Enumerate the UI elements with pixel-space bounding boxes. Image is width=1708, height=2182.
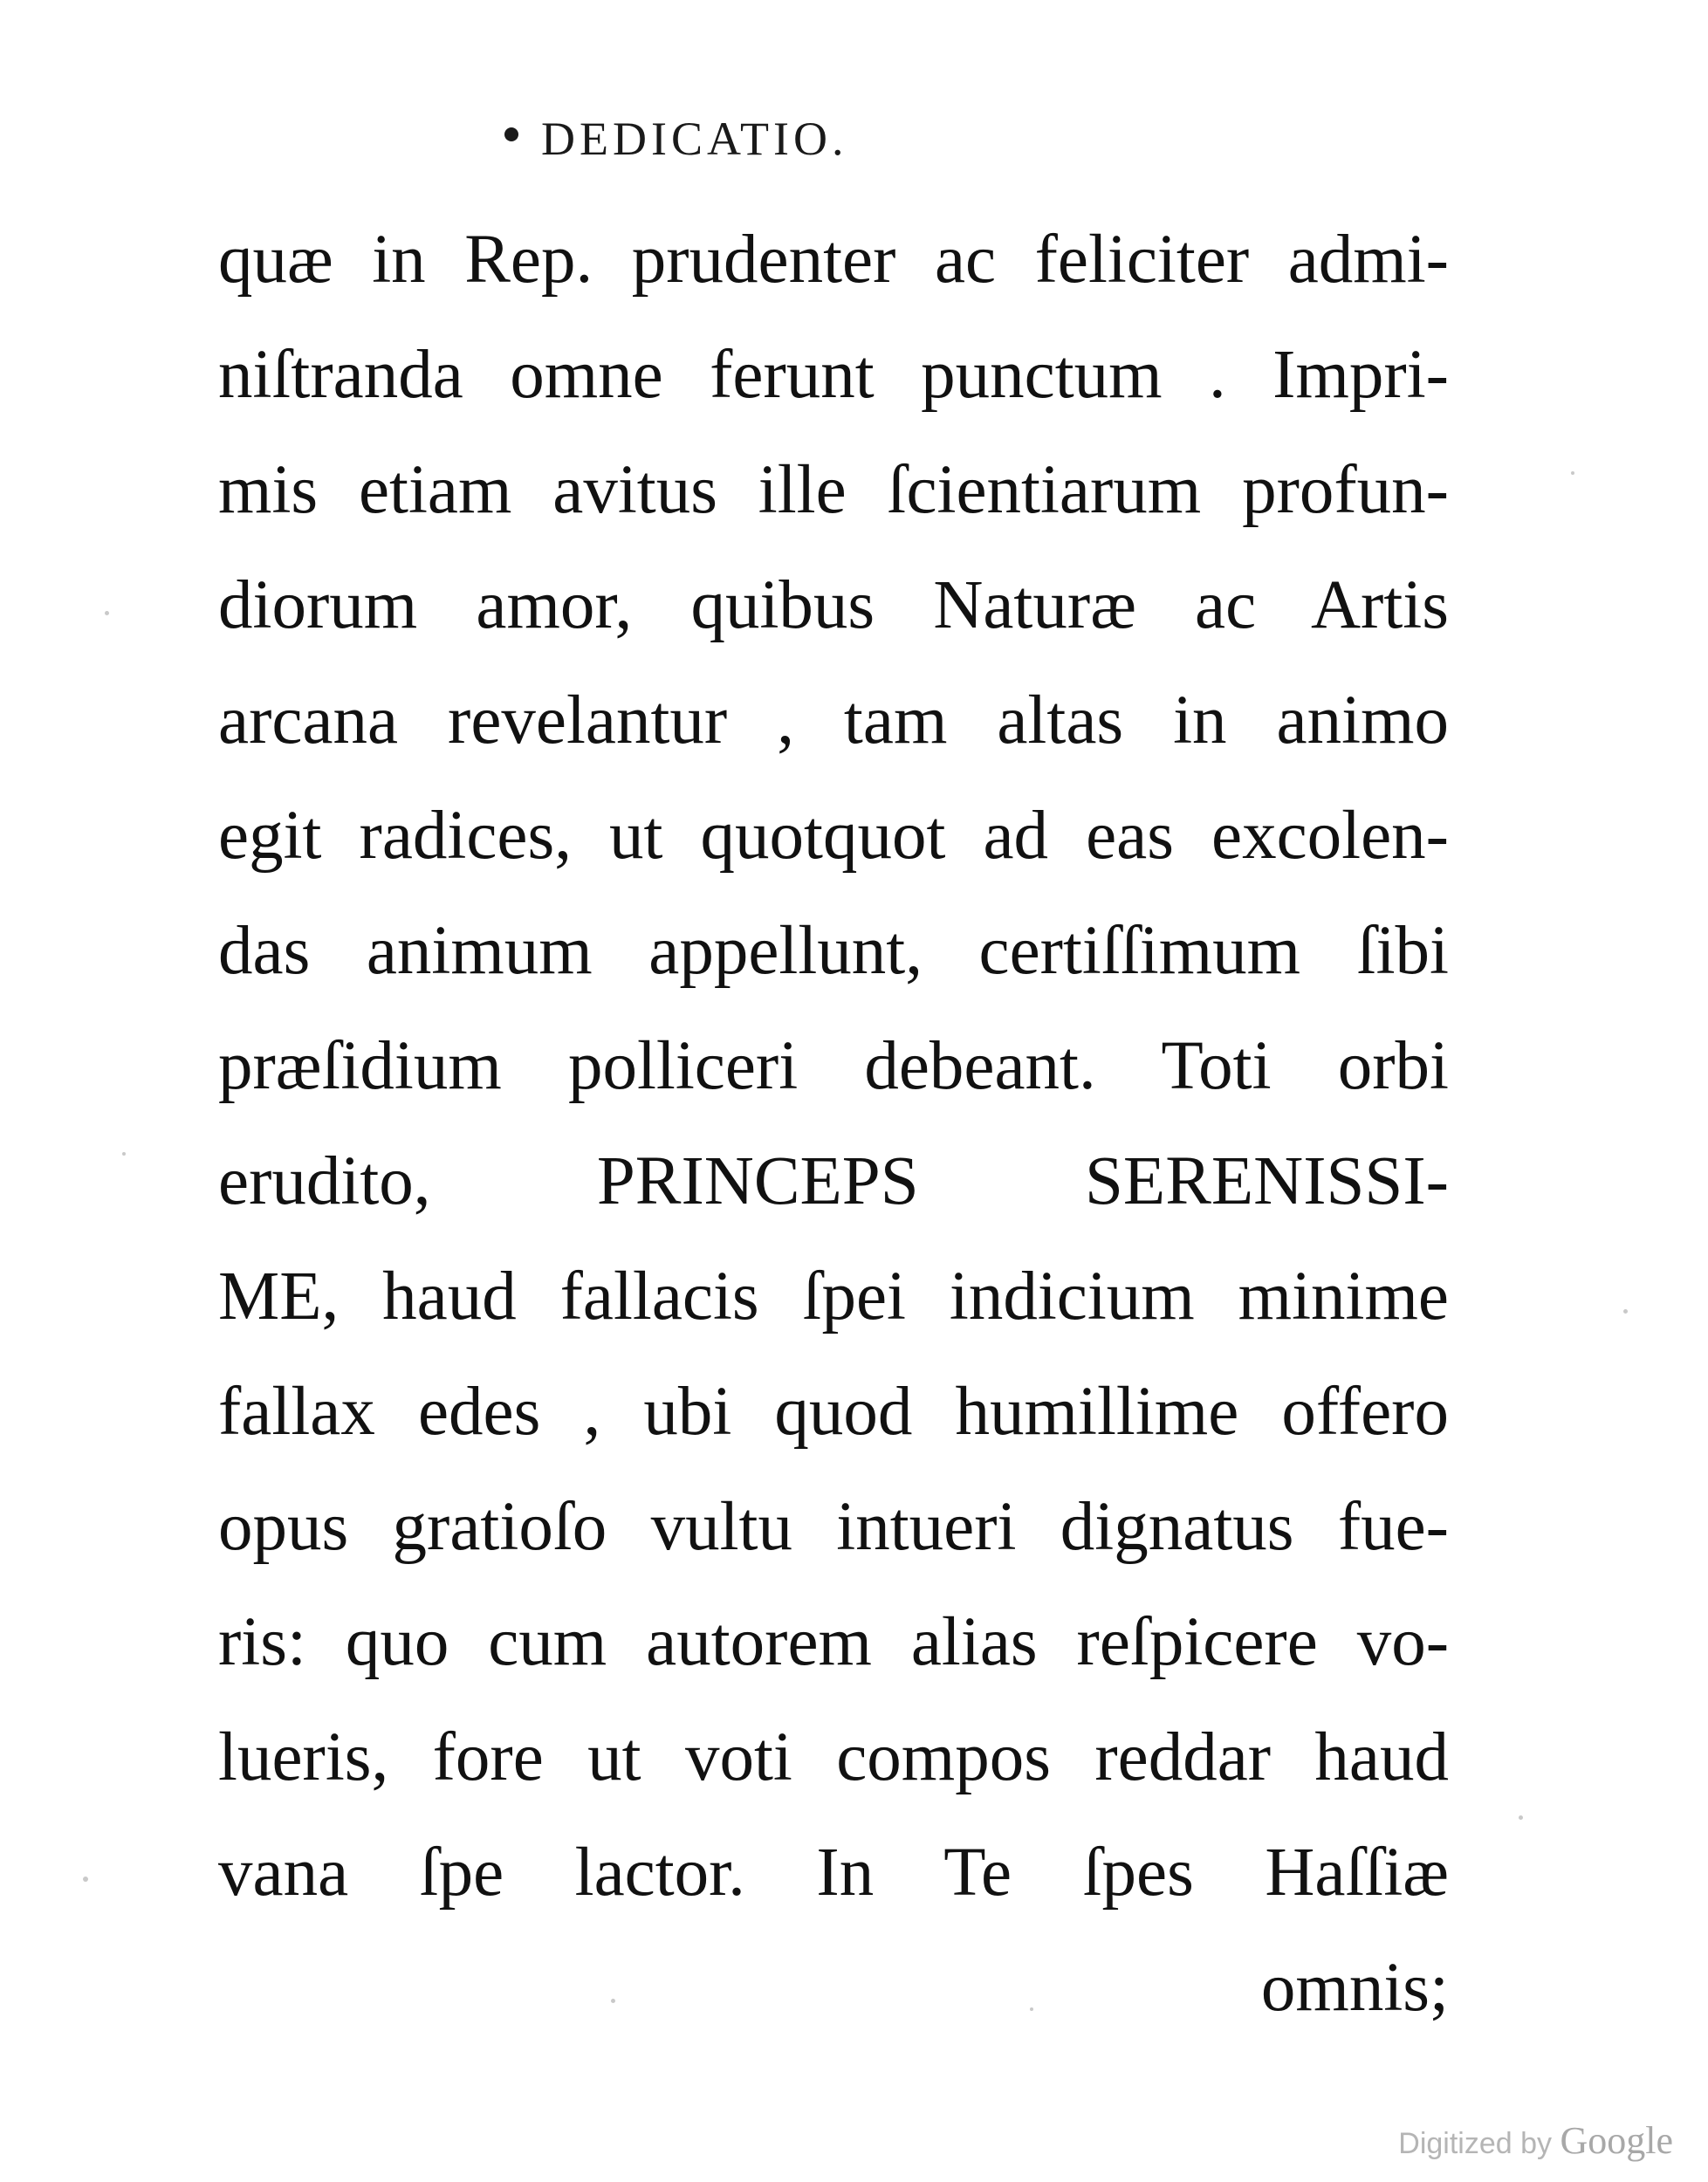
text-line: arcana revelantur , tam altas in animo [218, 683, 1449, 758]
text-line: vana ſpe lactor. In Te ſpes Haſſiæ [218, 1835, 1449, 1911]
text-line: quæ in Rep. prudenter ac feliciter admi- [218, 222, 1449, 298]
text-line: ME, haud fallacis ſpei indicium minime [218, 1259, 1449, 1335]
text-line: ris: quo cum autorem alias reſpicere vo- [218, 1604, 1449, 1680]
header-ornament-dot [504, 127, 518, 141]
paper-speck [1623, 1309, 1628, 1314]
text-line: præſidium polliceri debeant. Toti orbi [218, 1028, 1449, 1104]
catchword: omnis; [1260, 1950, 1449, 2026]
paper-speck [105, 611, 109, 615]
page-title: DEDICATIO. [541, 113, 848, 165]
text-line: niſtranda omne ferunt punctum . Impri- [218, 337, 1449, 413]
running-header [541, 112, 847, 166]
paper-speck [122, 1152, 126, 1156]
paper-speck [1571, 471, 1574, 475]
digitized-watermark [1398, 2118, 1673, 2163]
paper-speck [1030, 2007, 1033, 2011]
text-line: egit radices, ut quotquot ad eas excolen- [218, 798, 1449, 874]
text-line: mis etiam avitus ille ſcientiarum profun- [218, 452, 1449, 528]
dedication-text [218, 202, 1449, 2046]
paper-speck [611, 1999, 615, 2003]
text-line: diorum amor, quibus Naturæ ac Artis [218, 567, 1449, 643]
text-line: das animum appellunt, certiſſimum ſibi [218, 913, 1449, 989]
google-logo: Google [1560, 2119, 1673, 2162]
text-line: opus gratioſo vultu intueri dignatus fue- [218, 1489, 1449, 1565]
text-line: lueris, fore ut voti compos reddar haud [218, 1719, 1449, 1795]
paper-speck [1519, 1815, 1523, 1820]
text-line: fallax edes , ubi quod humillime offero [218, 1374, 1449, 1450]
text-line: erudito, PRINCEPS SERENISSI- [218, 1143, 1449, 1219]
paper-speck [83, 1877, 88, 1882]
watermark-prefix: Digitized by [1398, 2127, 1553, 2160]
